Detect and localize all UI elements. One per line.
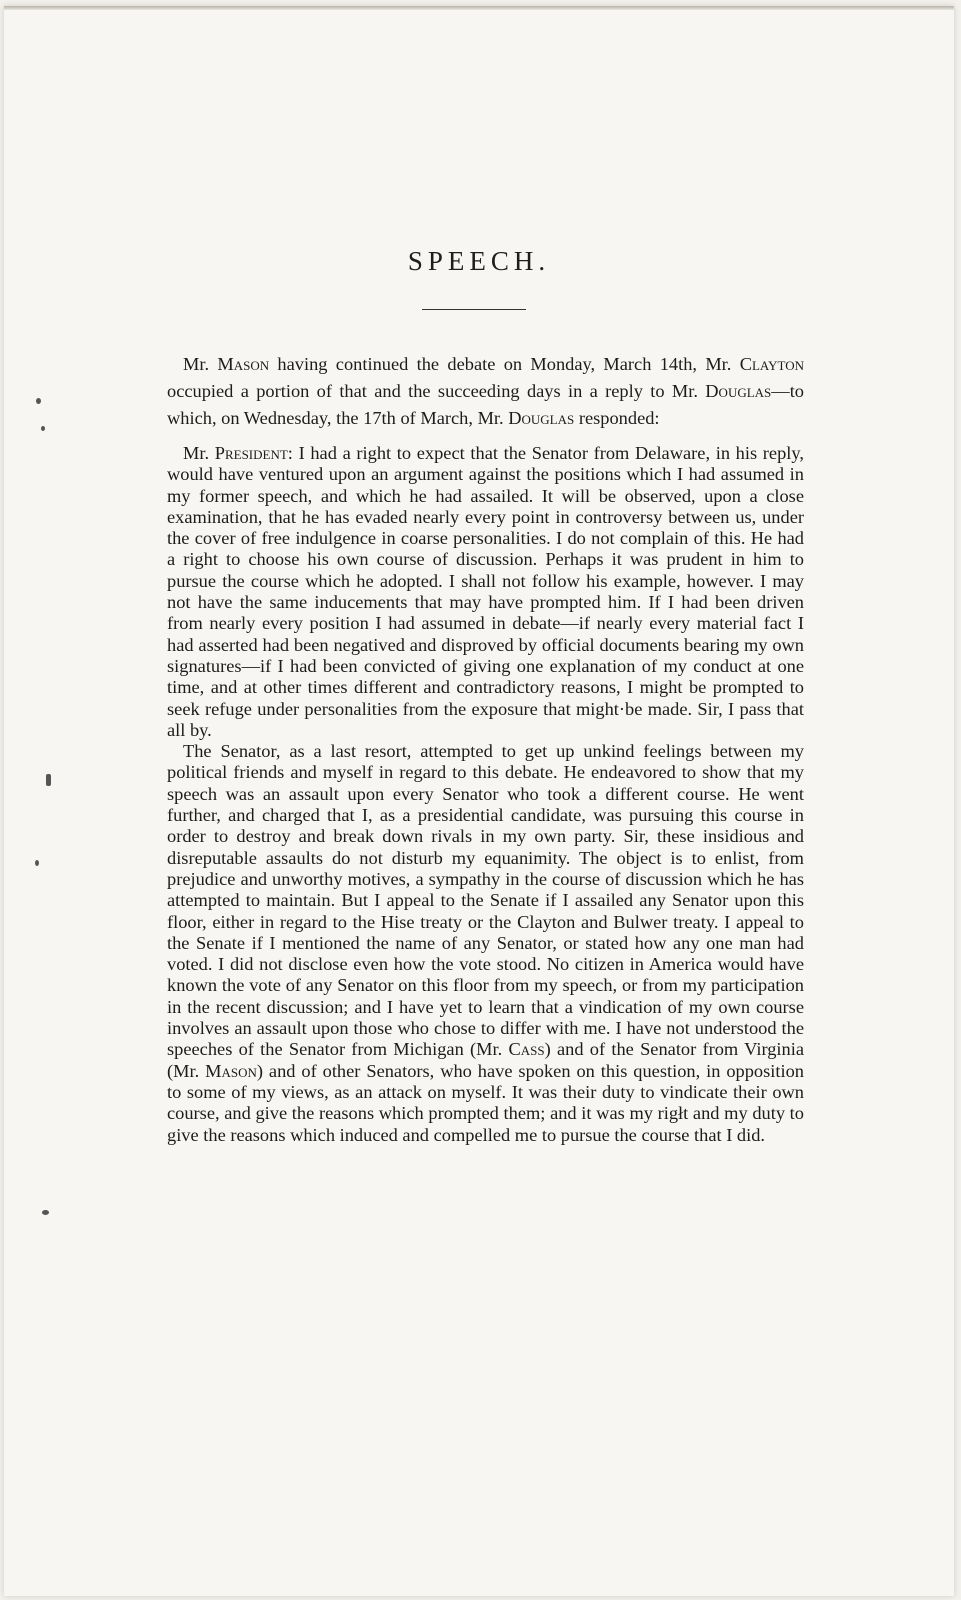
intro-paragraph: Mr. Mason having continued the debate on Monday, March 14th, Mr. Clayton occupied a portion of that and the succeeding days in a reply to Mr. Douglas—to which, on Wednesday, the 17th of March, Mr. Douglas responded: bbox=[167, 354, 804, 428]
speech-paragraph-2: The Senator, as a last resort, attempted to get up unkind feelings between my political friends and myself in regard to this debate. He endeavored to show that my speech was an assault upon every Senator who took a different course. He went further, and charged that I, as a presidential candidate, was pursuing this course in order to destroy and break down rivals in my own party. Sir, these insidious and disreputable assaults do not disturb my equanimity. The object is to enlist, from prejudice and unworthy motives, a sympathy in the course of discussion which he has attempted to maintain. But I appeal to the Senate if I assailed any Senator upon this floor, either in regard to the Hise treaty or the Clayton and Bulwer treaty. I appeal to the Senate if I mentioned the name of any Senator, or stated how any one man had voted. I did not disclose even how the vote stood. No citizen in America would have known the vote of any Senator on this floor from my speech, or from my participation in the recent discussion; and I have yet to learn that a vindication of my own course involves an assault upon those who chose to differ with me. I have not understood the speeches of the Senator from Michigan (Mr. Cass) and of the Senator from Virginia (Mr. Mason) and of other Senators, who have spoken on this question, in opposition to some of my views, as an attack on myself. It was their duty to vindicate their own course, and give the reasons which prompted them; and it was my rigłt and my duty to give the reasons which induced and compelled me to pursue the course that I did. bbox=[167, 741, 805, 1145]
title-rule bbox=[422, 309, 526, 310]
paper-speck bbox=[36, 398, 41, 404]
name-cass: Cass bbox=[508, 1039, 545, 1060]
name-douglas: Douglas bbox=[508, 408, 575, 428]
paper-speck bbox=[42, 1210, 49, 1215]
speech-paragraph-1: Mr. President: I had a right to expect that the Senator from Delaware, in his reply, would have ventured upon an argument against the positions which I had assumed in my former speech, and which he had assailed. It will be observed, upon a close examination, that he has evaded nearly every point in controversy between us, under the cover of free indulgence in coarse personalities. I do not complain of this. He had a right to choose his own course of discussion. Perhaps it was prudent in him to pursue the course which he adopted. I shall not follow his example, however. I may not have the same inducements that may have prompted him. If I had been driven from nearly every position I had assumed in debate—if nearly every material fact I had asserted had been negatived and disproved by official documents bearing my own signatures—if I had been convicted of giving one explanation of my conduct at one time, and at other times different and contradictory reasons, I might be prompted to seek refuge under personalities from the exposure that might·be made. Sir, I pass that all by. bbox=[167, 443, 804, 740]
paper-speck bbox=[35, 860, 39, 866]
name-president: President bbox=[214, 443, 288, 463]
name-mason: Mason bbox=[217, 354, 270, 374]
speech-body bbox=[167, 351, 804, 1146]
page-title: SPEECH. bbox=[407, 246, 551, 276]
page-top-edge bbox=[4, 6, 954, 10]
name-mason: Mason bbox=[205, 1060, 257, 1081]
document-page bbox=[4, 6, 954, 1596]
paper-speck bbox=[46, 774, 51, 786]
paper-speck bbox=[41, 426, 45, 431]
name-clayton: Clayton bbox=[739, 354, 804, 374]
name-douglas: Douglas bbox=[705, 381, 772, 401]
